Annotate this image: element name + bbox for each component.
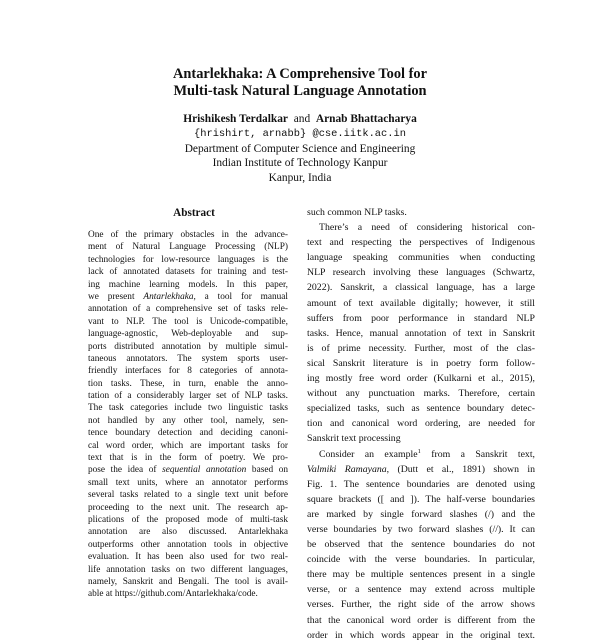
abstract-line: life annotation tasks on two different languages, xyxy=(88,564,288,575)
abstract-line: tion tasks. These, in turn, enable the anno- xyxy=(88,378,288,389)
body-line: tasks. Hence, manual annotation of text in Sanskrit xyxy=(307,327,535,339)
abstract-line: able at https://github.com/Antarlekhaka/code. xyxy=(88,589,258,600)
body-line: language speaking communities when conducting xyxy=(307,252,535,264)
body-line: verses. Further, the right side of the arrow shows xyxy=(307,599,535,611)
body-line: be observed that the sentence boundaries do not xyxy=(307,539,535,551)
body-line: there may be multiple sentences present in a single xyxy=(307,569,535,581)
abstract-line: several tasks related to a single text unit before xyxy=(88,490,288,501)
abstract-line: language-agnostic, Web-deployable and sup- xyxy=(88,329,288,340)
emphasis-term: sequential annotation xyxy=(162,465,247,476)
body-line: 2022). Sanskrit, a classical language, has a large xyxy=(307,282,535,294)
abstract-line: evaluation. It has been also used for two real- xyxy=(88,552,288,563)
body-line: verse, or a sentence may extend across multiple xyxy=(307,584,535,596)
author-1: Hrishikesh Terdalkar xyxy=(183,113,288,125)
body-line: that the canonical word order is different from the xyxy=(307,614,535,626)
body-line: Fig. 1. The sentence boundaries are denoted using xyxy=(307,478,535,490)
abstract-heading: Abstract xyxy=(173,207,215,219)
abstract-line: text that is in the form of poetry. We pro- xyxy=(88,453,288,464)
abstract-line: ports distributed annotation by multiple simul- xyxy=(88,341,288,352)
abstract-line-mixed xyxy=(88,464,288,476)
title-line-1: Antarlekhaka: A Comprehensive Tool for xyxy=(173,66,427,82)
abstract-line: ment of Natural Language Processing (NLP) xyxy=(88,242,288,253)
abstract-line: tation of a considerably larger set of NLP tasks. xyxy=(88,391,288,402)
body-line: coincide with the verse boundaries. In particular, xyxy=(307,554,535,566)
abstract-line: tence boundary detection and deciding canoni- xyxy=(88,428,288,439)
author-department: Department of Computer Science and Engineering xyxy=(184,142,416,155)
abstract-text: pose the idea of xyxy=(88,465,157,476)
abstract-line: annotation of a comprehensive set of tasks rele- xyxy=(88,304,288,315)
body-line: text and respecting the perspectives of Indigenous xyxy=(307,237,535,249)
abstract-line: not handled by any other tool, namely, sen- xyxy=(88,415,288,426)
body-line: Sanskrit text processing xyxy=(307,433,401,445)
abstract-line: cal word order, which are important tasks for xyxy=(88,440,288,451)
abstract-line: vant to NLP. The tool is Unicode-compatible, xyxy=(88,316,288,327)
author-names xyxy=(0,112,600,127)
abstract-line-mixed xyxy=(88,291,288,303)
abstract-line: taneous annotators. The system sports user- xyxy=(88,353,288,364)
tool-name: Antarlekhaka xyxy=(143,291,194,302)
abstract-text: we present xyxy=(88,291,135,302)
body-line: specialized tasks, such as sentence boundary detec- xyxy=(307,403,535,415)
abstract-body xyxy=(88,229,288,601)
body-line: without any punctuation marks. Therefore, certain xyxy=(307,388,535,400)
body-line: square brackets ([ and ]). The half-verse boundaries xyxy=(307,493,535,505)
abstract-line: annotation are also discussed. Antarlekhaka xyxy=(88,527,288,538)
abstract-line: friendly interfaces for 8 categories of annota- xyxy=(88,366,288,377)
body-line: is of prime necessity. Further, most of the clas- xyxy=(307,342,535,354)
body-line: There’s a need of considering historical con- xyxy=(319,222,535,234)
paper-title xyxy=(0,66,600,100)
intro-body xyxy=(307,205,535,643)
author-location: Kanpur, India xyxy=(268,172,332,185)
abstract-line: lack of annotated datasets for training and test- xyxy=(88,267,288,278)
abstract-line: small text units, where an annotator performs xyxy=(88,477,288,488)
body-line: order in which words appear in the original text. xyxy=(307,629,535,641)
author-institute: Indian Institute of Technology Kanpur xyxy=(212,157,388,170)
body-line: NLP research involving these languages (Schwartz, xyxy=(307,267,535,279)
abstract-line: One of the primary obstacles in the advance- xyxy=(88,230,288,240)
body-text: , (Dutt et al., 1891) shown in xyxy=(386,463,535,475)
abstract-line: plications of the proposed mode of multi-task xyxy=(88,514,288,525)
author-2: Arnab Bhattacharya xyxy=(315,113,417,125)
abstract-text: based on xyxy=(246,465,289,476)
text-title: Valmiki Ramayana xyxy=(307,463,387,475)
body-line-mixed xyxy=(307,462,535,477)
abstract-line: technologies for low-resource languages is the xyxy=(88,254,288,265)
title-line-2: Multi-task Natural Language Annotation xyxy=(173,83,427,99)
body-line: amount of text available digitally; however, it still xyxy=(307,297,535,309)
body-line: tion and canonical word ordering, are needed for xyxy=(307,418,535,430)
abstract-text: , a tool for manual xyxy=(193,291,289,302)
body-line: such common NLP tasks. xyxy=(307,207,407,218)
body-text: Consider an example xyxy=(319,448,418,460)
footnote-marker: 1 xyxy=(417,447,421,455)
body-text: from a Sanskrit text, xyxy=(420,448,535,460)
abstract-line: ing machine learning models. In this paper, xyxy=(88,279,288,290)
author-block xyxy=(0,112,600,186)
author-conjunction: and xyxy=(293,113,311,125)
abstract-line: The task categories include two linguistic tasks xyxy=(88,403,288,414)
body-line: verse boundaries by two forward slashes (//). It can xyxy=(307,523,535,535)
abstract-line: proceeding to the next unit. The research ap- xyxy=(88,502,288,513)
abstract-line: outperforms other annotation tools in objective xyxy=(88,539,288,550)
author-emails: {hrishirt, arnabb} @cse.iitk.ac.in xyxy=(193,127,406,140)
body-line: suffers from poor performance in standard NLP xyxy=(307,312,535,324)
body-line: are marked by single forward slashes (/) and the xyxy=(307,508,535,520)
body-line-mixed xyxy=(307,447,535,462)
body-line: ing mostly free word order (Kulkarni et al., 2015), xyxy=(307,373,535,385)
body-line: sical Sanskrit literature is in poetry form follow- xyxy=(307,357,535,369)
abstract-line: namely, Sanskrit and Bengali. The tool is avail- xyxy=(88,576,288,587)
